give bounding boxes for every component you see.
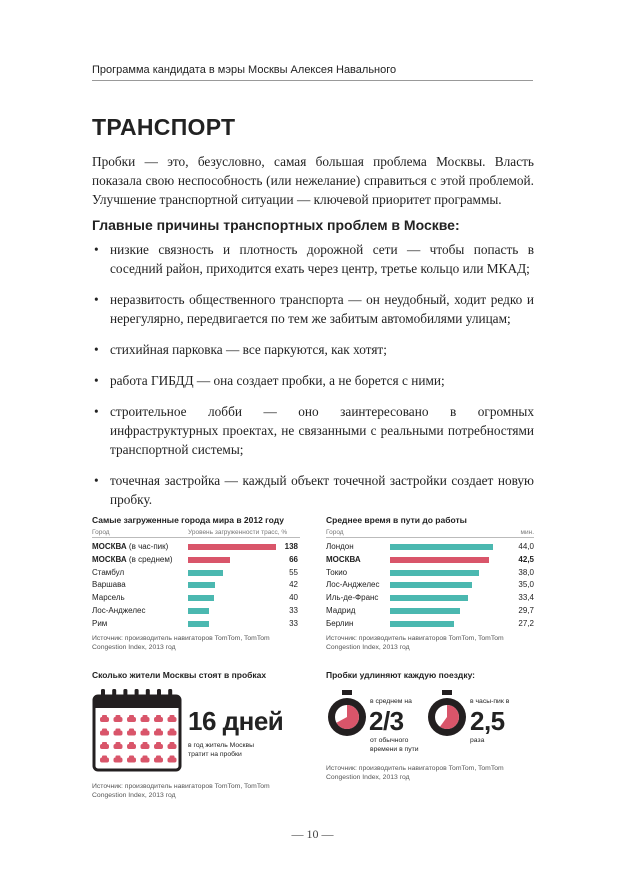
car-icon — [170, 742, 175, 745]
car-icon — [116, 729, 121, 732]
value-label: 27,2 — [518, 618, 534, 628]
car-icon — [129, 742, 134, 745]
stopwatch-crown — [342, 690, 352, 695]
chart-row — [326, 579, 534, 591]
car-icon — [143, 756, 148, 759]
car-icon — [156, 729, 161, 732]
calendar-ring — [168, 689, 172, 701]
category-note: (в среднем) — [126, 554, 173, 564]
category-label: Иль-де-Франс — [326, 593, 379, 603]
running-header: Программа кандидата в мэры Москвы Алексея Навального — [92, 64, 397, 76]
column-header-value: мин. — [520, 529, 534, 536]
header-divider — [92, 80, 533, 81]
stopwatch-icon — [426, 690, 468, 738]
category-label: Лондон — [326, 542, 354, 551]
causes-heading: Главные причины транспортных проблем в Москве: — [92, 217, 460, 233]
list-item — [92, 402, 534, 459]
list-item — [92, 371, 534, 390]
car-icon — [170, 729, 175, 732]
value-label: 44,0 — [518, 542, 534, 551]
value-label: 66 — [289, 554, 298, 564]
category-label: МОСКВА (в среднем) — [92, 554, 173, 564]
calendar-ring — [135, 689, 139, 701]
bullet-icon: • — [94, 473, 99, 488]
chart-row — [92, 579, 300, 591]
infographic-title: Сколько жители Москвы стоят в пробках — [92, 670, 267, 680]
chart-source: Источник: производитель навигаторов TomTom, TomTom Congestion Index, 2013 год — [326, 635, 504, 651]
list-item-text: стихийная парковка — все паркуются, как хотят; — [110, 342, 387, 357]
value-label: 29,7 — [518, 606, 534, 615]
list-item — [92, 340, 534, 359]
chart-row — [92, 567, 300, 579]
list-item — [92, 240, 534, 278]
calendar-ring — [123, 689, 127, 701]
list-item-text: точечная застройка — каждый объект точечной застройки создает новую пробку. — [110, 473, 534, 507]
list-item-text: работа ГИБДД — она создает пробки, а не борется с ними; — [110, 373, 445, 388]
bar — [390, 557, 489, 563]
chart-row — [326, 567, 534, 579]
car-icon — [129, 729, 134, 732]
value-label: 55 — [289, 567, 298, 577]
trip-left-prefix: в среднем на — [370, 698, 412, 705]
car-icon — [116, 715, 121, 718]
car-icon — [102, 742, 107, 745]
list-item-text: неразвитость общественного транспорта — он неудобный, ходит редко и нерегулярно, передвигается по тем же забитым автомобилями улицам; — [110, 292, 534, 326]
chart-row — [92, 605, 300, 617]
car-icon — [129, 715, 134, 718]
bullet-icon: • — [94, 292, 99, 307]
bar — [390, 582, 472, 588]
car-icon — [143, 729, 148, 732]
category-label: Стамбул — [92, 567, 125, 577]
bullet-icon: • — [94, 342, 99, 357]
infographic-source: Источник: производитель навигаторов TomTom, TomTom Congestion Index, 2013 год — [92, 783, 270, 799]
stopwatch-icon — [326, 690, 368, 738]
car-icon — [156, 756, 161, 759]
bar — [188, 544, 276, 550]
bar — [188, 608, 209, 614]
intro-paragraph: Пробки — это, безусловно, самая большая проблема Москвы. Власть показала свою неспособность (или нежелание) справиться с этой проблемой. Улучшение транспортной ситуации — ключевой приоритет программы. — [92, 154, 534, 207]
category-label: Лос-Анджелес — [92, 606, 146, 615]
list-item-text: строительное лобби — оно заинтересовано в огромных инфраструктурных проектах, не связанными с реальными потребностями транспортной системы; — [110, 404, 534, 457]
commute-chart — [326, 515, 534, 665]
value-label: 42 — [289, 580, 298, 590]
trip-right-value: 2,5 — [470, 706, 505, 736]
category-label: Берлин — [326, 618, 354, 628]
value-label: 35,0 — [518, 580, 534, 590]
bullet-icon: • — [94, 404, 99, 419]
car-icon — [116, 742, 121, 745]
bullet-icon: • — [94, 373, 99, 388]
calendar-ring — [101, 689, 105, 701]
chart-rows — [92, 538, 300, 628]
chart-title: Самые загруженные города мира в 2012 году — [92, 515, 284, 525]
column-header-city: Город — [92, 529, 110, 536]
chart-row — [326, 605, 534, 617]
category-label: Варшава — [92, 580, 126, 590]
bar — [390, 595, 468, 601]
infographic-source: Источник: производитель навигаторов TomTom, TomTom Congestion Index, 2013 год — [326, 765, 504, 781]
chart-row — [92, 541, 300, 553]
chart-row — [326, 541, 534, 553]
bullet-icon: • — [94, 242, 99, 257]
car-icon — [129, 756, 134, 759]
trip-right-prefix: в часы-пик в — [470, 698, 510, 705]
calendar-icon — [92, 688, 182, 772]
chart-rows — [326, 538, 534, 628]
trip-left-caption: от обычного времени в пути — [370, 737, 419, 753]
trip-infographic — [326, 670, 541, 810]
value-label: 138 — [284, 542, 298, 551]
stopwatch-crown — [442, 690, 452, 695]
category-label: Рим — [92, 618, 108, 628]
car-icon — [143, 742, 148, 745]
bar — [390, 608, 460, 614]
chart-row — [326, 618, 534, 630]
list-item — [92, 290, 534, 328]
category-label: Марсель — [92, 593, 125, 603]
trip-right-caption: раза — [470, 737, 485, 744]
car-icon — [102, 756, 107, 759]
value-label: 33,4 — [518, 593, 534, 603]
page-number: — 10 — — [291, 827, 334, 841]
value-label: 42,5 — [518, 554, 534, 564]
category-note: (в час-пик) — [126, 542, 169, 551]
car-icon — [102, 729, 107, 732]
bar — [188, 621, 209, 627]
car-icon — [170, 756, 175, 759]
chart-row — [92, 554, 300, 566]
days-infographic — [92, 670, 312, 810]
car-icon — [156, 715, 161, 718]
car-icon — [102, 715, 107, 718]
category-label: МОСКВА — [326, 554, 361, 564]
chart-row — [326, 592, 534, 604]
car-icon — [156, 742, 161, 745]
car-icon — [143, 715, 148, 718]
category-label: Токио — [326, 567, 348, 577]
column-header-value: Уровень загруженности трасс, % — [188, 529, 288, 536]
chart-source: Источник: производитель навигаторов TomTom, TomTom Congestion Index, 2013 год — [92, 635, 270, 651]
calendar-ring — [112, 689, 116, 701]
calendar-ring — [146, 689, 150, 701]
bar — [390, 621, 454, 627]
car-icon — [116, 756, 121, 759]
column-header-city: Город — [326, 529, 344, 536]
bar — [188, 570, 223, 576]
section-title: ТРАНСПОРТ — [92, 114, 236, 140]
bar — [390, 570, 479, 576]
calendar-ring — [157, 689, 161, 701]
bar — [188, 557, 230, 563]
car-icon — [170, 715, 175, 718]
value-label: 40 — [289, 593, 298, 603]
list-item-text: низкие связность и плотность дорожной сети — чтобы попасть в соседний район, приходится ехать через центр, третье кольцо или МКАД; — [110, 242, 534, 276]
category-label: Лос-Анджелес — [326, 580, 380, 590]
bar — [188, 595, 214, 601]
bar — [188, 582, 215, 588]
chart-row — [92, 618, 300, 630]
list-item — [92, 471, 534, 509]
chart-row — [92, 592, 300, 604]
category-label: МОСКВА (в час-пик) — [92, 542, 169, 551]
bar — [390, 544, 493, 550]
value-label: 33 — [289, 618, 298, 628]
value-label: 33 — [289, 606, 298, 615]
chart-title: Среднее время в пути до работы — [326, 515, 467, 525]
infographic-title: Пробки удлиняют каждую поездку: — [326, 670, 476, 680]
trip-left-value: 2/3 — [369, 706, 404, 736]
days-value: 16 дней — [188, 706, 284, 736]
value-label: 38,0 — [518, 567, 534, 577]
days-caption: в год житель Москвы тратит на пробки — [188, 742, 255, 758]
category-label: Мадрид — [326, 606, 356, 615]
causes-list — [92, 240, 534, 521]
chart-row — [326, 554, 534, 566]
congestion-chart — [92, 515, 300, 665]
